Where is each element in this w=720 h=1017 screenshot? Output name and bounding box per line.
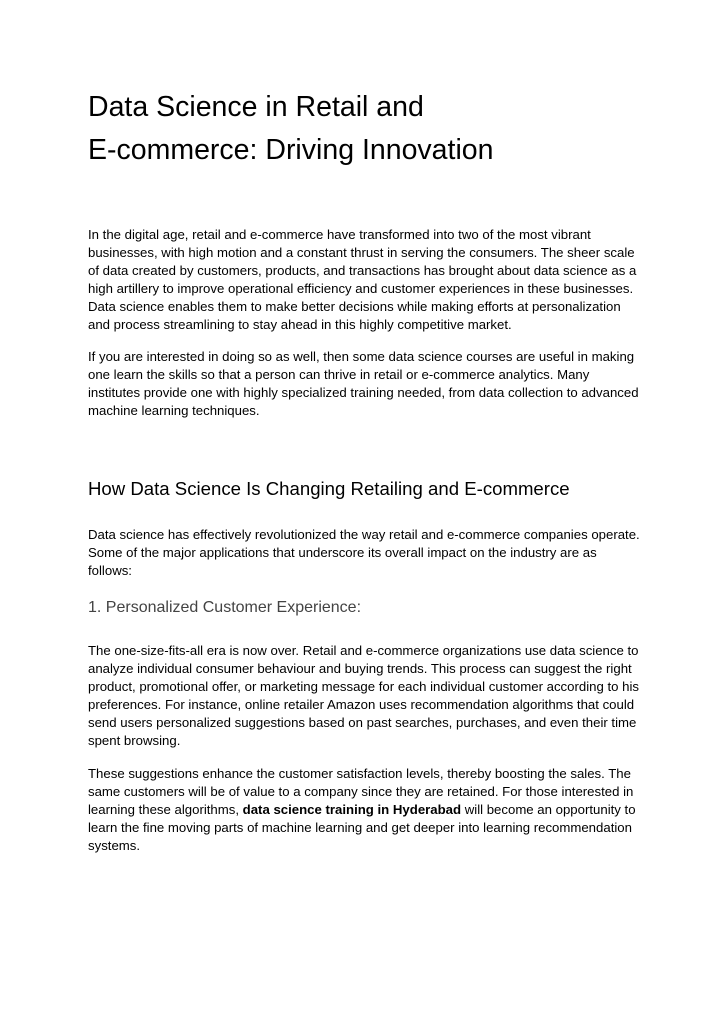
intro-paragraph-1: In the digital age, retail and e-commerce have transformed into two of the most vibrant businesses, with high motion and a constant thrust in serving the consumers. The sheer scale of data created by customers, products, and transactions has brought about data science as a high artillery to improve operational efficiency and customer experiences in these businesses. Data science enables them to make better decisions while making efforts at personalization and process streamlining to stay ahead in this highly competitive market.	[88, 227, 637, 332]
bold-link-text: data science training in Hyderabad	[242, 801, 462, 817]
subheading-personalized-experience: 1. Personalized Customer Experience:	[88, 599, 362, 616]
section-heading: How Data Science Is Changing Retailing and E-commerce	[88, 478, 570, 499]
paragraph-text-start: These suggestions enhance the customer satisfaction levels, thereby boosting the sales. The same customers will be of value to a company since they are retained. For those interested in learning these algorithms,	[88, 766, 634, 817]
subsection-paragraph-1: The one-size-fits-all era is now over. Retail and e-commerce organizations use data science to analyze individual consumer behaviour and buying trends. This process can suggest the right product, promotional offer, or marketing message for each individual customer according to his preferences. For instance, online retailer Amazon uses recommendation algorithms that could send users personalized suggestions based on past searches, purchases, and even their time spent browsing.	[88, 643, 639, 748]
intro-paragraph-2: If you are interested in doing so as well, then some data science courses are useful in making one learn the skills so that a person can thrive in retail or e-commerce analytics. Many institutes provide one with highly specialized training needed, from data collection to advanced machine learning techniques.	[88, 349, 639, 418]
title-line-2: E-commerce: Driving Innovation	[88, 134, 494, 166]
document-title	[88, 86, 648, 172]
paragraph-text-end: will become an opportunity to learn the fine moving parts of machine learning and get deeper into learning recommendation systems.	[88, 801, 636, 853]
subsection-paragraph-2	[88, 765, 640, 855]
section-paragraph-1: Data science has effectively revolutionized the way retail and e-commerce companies operate. Some of the major applications that underscore its overall impact on the industry are as follows:	[88, 527, 640, 578]
title-line-1: Data Science in Retail and	[88, 91, 424, 123]
